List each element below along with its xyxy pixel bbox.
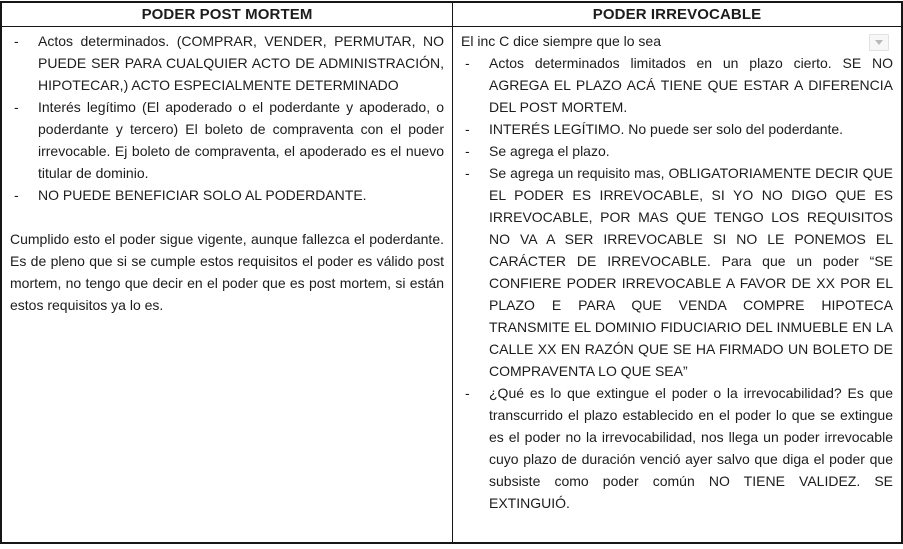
comparison-table — [0, 1, 903, 544]
cell-poder-irrevocable — [453, 27, 901, 542]
header-poder-post-mortem: PODER POST MORTEM — [2, 3, 453, 26]
intro-line-row — [461, 30, 893, 52]
list-item — [461, 52, 893, 118]
bullet-dash: - — [465, 165, 470, 181]
table-header-row — [2, 3, 901, 27]
list-item-text: Actos determinados. (COMPRAR, VENDER, PERMUTAR, NO PUEDE SER PARA CUALQUIER ACTO DE ADMINISTRACIÓN, HIPOTECAR,) ACTO ESPECIALMENTE DETERMINADO — [38, 33, 444, 93]
intro-line-text: El inc C dice siempre que lo sea — [461, 33, 661, 49]
bullet-dash: - — [14, 99, 19, 115]
list-item — [10, 184, 444, 206]
table-body-row — [2, 27, 901, 542]
list-item — [461, 140, 893, 162]
list-item — [461, 118, 893, 140]
bullet-dash: - — [14, 187, 19, 203]
list-item-text: Se agrega un requisito mas, OBLIGATORIAMENTE DECIR QUE EL PODER ES IRREVOCABLE, SI YO NO DIGO QUE ES IRREVOCABLE, POR MAS QUE TENGO LOS REQUISITOS NO VA A SER IRREVOCABLE SI NO LE PONEMOS EL CARÁCTER DE IRREVOCABLE. Para que un poder “SE CONFIERE PODER IRREVOCABLE A FAVOR DE XX POR EL PLAZO E PARA QUE VENDA COMPRE HIPOTECA TRANSMITE EL DOMINIO FIDUCIARIO DEL INMUEBLE EN LA CALLE XX EN RAZÓN QUE SE HA FIRMADO UN BOLETO DE COMPRAVENTA LO QUE SEA” — [489, 165, 893, 379]
list-item-text: Se agrega el plazo. — [489, 143, 610, 159]
list-item-text: ¿Qué es lo que extingue el poder o la irrevocabilidad? Es que transcurrido el plazo establecido en el poder lo que se extingue es el poder no la irrevocabilidad, nos llega un poder irrevocable cuyo plazo de duración venció ayer salvo que diga el poder que subsiste como poder común NO TIENE VALIDEZ. SE EXTINGUIÓ. — [489, 385, 893, 511]
bullet-dash: - — [14, 33, 19, 49]
bullet-dash: - — [465, 143, 470, 159]
list-item-text: NO PUEDE BENEFICIAR SOLO AL PODERDANTE. — [38, 187, 367, 203]
list-item-text: Interés legítimo (El apoderado o el poderdante y apoderado, o poderdante y tercero) El boleto de compraventa con el poder irrevocable. Ej boleto de compraventa, el apoderado es el nuevo titular de dominio. — [38, 99, 444, 181]
list-item — [10, 30, 444, 96]
bullet-dash: - — [465, 385, 470, 401]
list-item — [461, 382, 893, 514]
list-item-text: Actos determinados limitados en un plazo cierto. SE NO AGREGA EL PLAZO ACÁ TIENE QUE ESTAR A DIFERENCIA DEL POST MORTEM. — [489, 55, 893, 115]
list-item — [10, 96, 444, 184]
list-item — [461, 162, 893, 382]
bullet-dash: - — [465, 55, 470, 71]
header-poder-irrevocable: PODER IRREVOCABLE — [592, 6, 762, 23]
down-triangle-glyph — [875, 40, 883, 45]
list-item-text: INTERÉS LEGÍTIMO. No puede ser solo del poderdante. — [489, 121, 844, 137]
closing-paragraph: Cumplido esto el poder sigue vigente, aunque fallezca el poderdante. Es de pleno que si se cumple estos requisitos el poder es válido post mortem, no tengo que decir en el poder que es post mortem, si están estos requisitos ya lo es. — [10, 231, 444, 313]
bullet-dash: - — [465, 121, 470, 137]
cell-poder-post-mortem — [2, 27, 453, 542]
dropdown-arrow-icon[interactable] — [869, 34, 889, 51]
